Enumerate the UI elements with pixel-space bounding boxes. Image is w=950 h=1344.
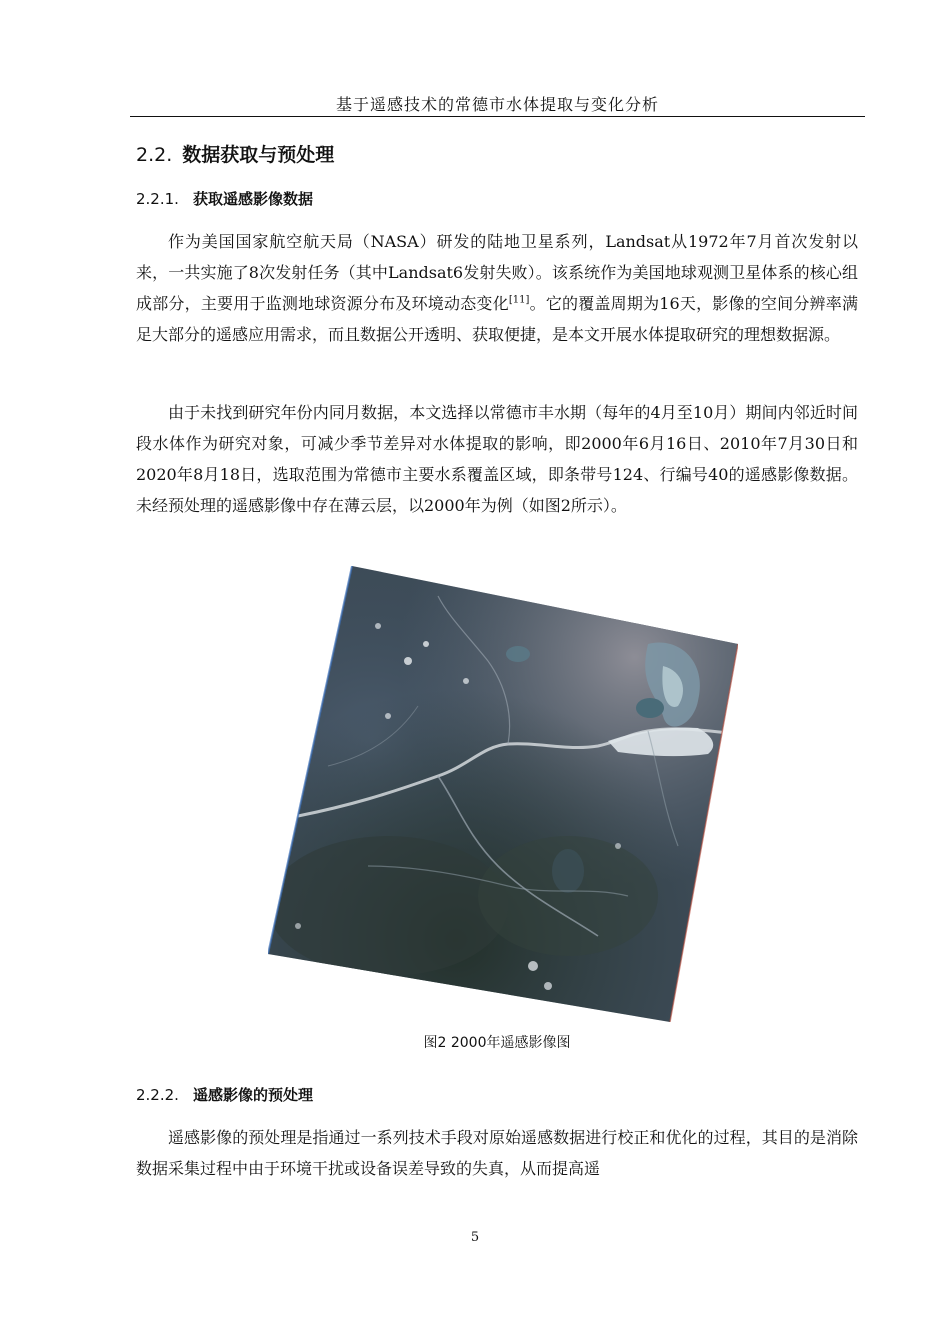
satellite-image-figure	[268, 566, 738, 1022]
subsection-heading-1	[136, 188, 313, 209]
subsection-title-2: 遥感影像的预处理	[192, 1086, 313, 1104]
section-title: 数据获取与预处理	[182, 144, 335, 166]
section-number: 2.2.	[136, 144, 173, 166]
running-header: 基于遥感技术的常德市水体提取与变化分析	[335, 95, 659, 114]
paragraph-landsat-text-a: 作为美国国家航空航天局（NASA）研发的陆地卫星系列，Landsat从1972年7月首次发射以来，一共实施了8次发射任务（其中Landsat6发射失败）。该系统作为美国地球观测卫星体系的核心组成部分，主要用于监测地球资源分布及环境动态变化	[136, 232, 858, 313]
paragraph-landsat-text-b: 。它的覆盖周期为16天，影像的空间分辨率满足大部分的遥感应用需求，而且数据公开透明、获取便捷，是本文开展水体提取研究的理想数据源。	[136, 294, 858, 344]
paragraph-preprocessing: 遥感影像的预处理是指通过一系列技术手段对原始遥感数据进行校正和优化的过程，其目的是消除数据采集过程中由于环境干扰或设备误差导致的失真，从而提高遥	[136, 1128, 858, 1178]
figure-caption: 图2 2000年遥感影像图	[423, 1035, 571, 1051]
section-heading	[136, 140, 334, 167]
subsection-number-1: 2.2.1.	[136, 190, 179, 208]
subsection-title-1: 获取遥感影像数据	[192, 190, 313, 208]
paragraph-landsat-intro	[136, 226, 858, 350]
citation-11: [11]	[508, 294, 530, 306]
subsection-heading-2	[136, 1084, 313, 1105]
page-number: 5	[470, 1230, 480, 1245]
header-rule	[130, 116, 865, 117]
landsat-scene-2000	[268, 566, 738, 1022]
subsection-number-2: 2.2.2.	[136, 1086, 179, 1104]
paragraph-data-selection: 由于未找到研究年份内同月数据，本文选择以常德市丰水期（每年的4月至10月）期间内邻近时间段水体作为研究对象，可减少季节差异对水体提取的影响，即2000年6月16日、2010年7月30日和2020年8月18日，选取范围为常德市主要水系覆盖区域，即条带号124、行编号40的遥感影像数据。未经预处理的遥感影像中存在薄云层，以2000年为例（如图2所示）。	[136, 403, 858, 515]
